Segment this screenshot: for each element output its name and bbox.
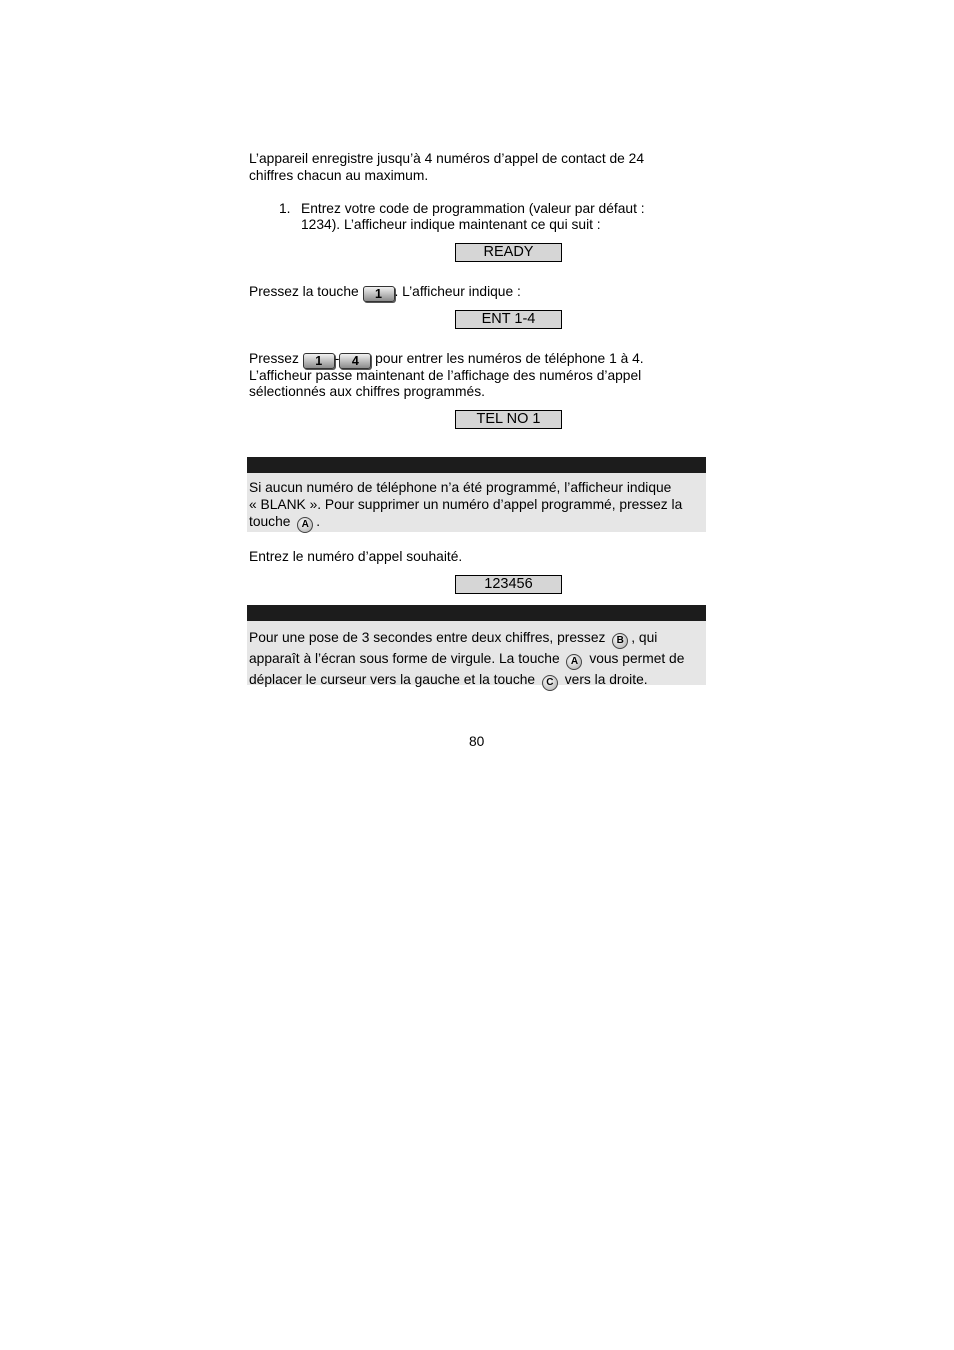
key-4-icon: 4 (339, 353, 371, 369)
lcd-display-number: 123456 (455, 575, 562, 594)
page-number: 80 (469, 734, 485, 749)
note-2-line-3 (247, 670, 706, 691)
note-2-line-2-text: apparaît à l’écran sous forme de virgule. La touche (249, 651, 560, 666)
press-key-text-after: . L’afficheur indique : (394, 284, 521, 299)
lcd-display-tel: TEL NO 1 (455, 410, 562, 429)
key-1-icon: 1 (363, 286, 395, 302)
key-c-icon: C (542, 675, 558, 691)
note-2-header-bar (247, 605, 706, 621)
press-range-text-after: pour entrer les numéros de téléphone 1 à 4. (375, 351, 644, 366)
note-2-line-1-text: Pour une pose de 3 secondes entre deux chiffres, pressez (249, 630, 606, 645)
note-1-line-3-text: touche (249, 514, 291, 529)
note-2-line-3-text: déplacer le curseur vers la gauche et la touche (249, 672, 536, 687)
press-key-paragraph (249, 283, 521, 302)
enter-number-text: Entrez le numéro d’appel souhaité. (249, 549, 463, 564)
press-range-line-3: sélectionnés aux chiffres programmés. (249, 384, 485, 399)
note-2-line-2-end: vous permet de (589, 651, 685, 666)
press-key-text-before: Pressez la touche (249, 284, 359, 299)
note-1-line-3-end: . (316, 514, 321, 529)
note-2-line-2 (247, 649, 706, 670)
key-a-icon: A (566, 654, 582, 670)
press-range-dash: - (334, 351, 340, 366)
press-range-line-2: L’afficheur passe maintenant de l’affichage des numéros d’appel (249, 368, 642, 383)
note-2-line-1-end: , qui (631, 630, 658, 645)
note-2-box (247, 621, 706, 688)
lcd-display-ready: READY (455, 243, 562, 262)
step-line-1: Entrez votre code de programmation (valeur par défaut : (301, 201, 645, 216)
key-a-icon: A (297, 517, 313, 533)
step-line-2: 1234). L’afficheur indique maintenant ce qui suit : (301, 217, 601, 232)
note-2-line-1 (247, 628, 706, 649)
intro-line-2: chiffres chacun au maximum. (249, 168, 429, 183)
intro-line-1: L’appareil enregistre jusqu’à 4 numéros d’appel de contact de 24 (249, 151, 645, 166)
note-1-line-3 (247, 513, 706, 533)
note-2-line-3-end: vers la droite. (564, 672, 648, 687)
lcd-display-ent: ENT 1-4 (455, 310, 562, 329)
note-1-box (247, 473, 706, 532)
step-number: 1. (279, 201, 291, 216)
press-range-text-before: Pressez (249, 351, 299, 366)
note-1-line-1: Si aucun numéro de téléphone n’a été programmé, l’afficheur indique (249, 480, 672, 495)
key-1-icon: 1 (303, 353, 335, 369)
note-1-line-2: « BLANK ». Pour supprimer un numéro d’appel programmé, pressez la (249, 497, 683, 512)
key-b-icon: B (612, 633, 628, 649)
note-1-header-bar (247, 457, 706, 473)
